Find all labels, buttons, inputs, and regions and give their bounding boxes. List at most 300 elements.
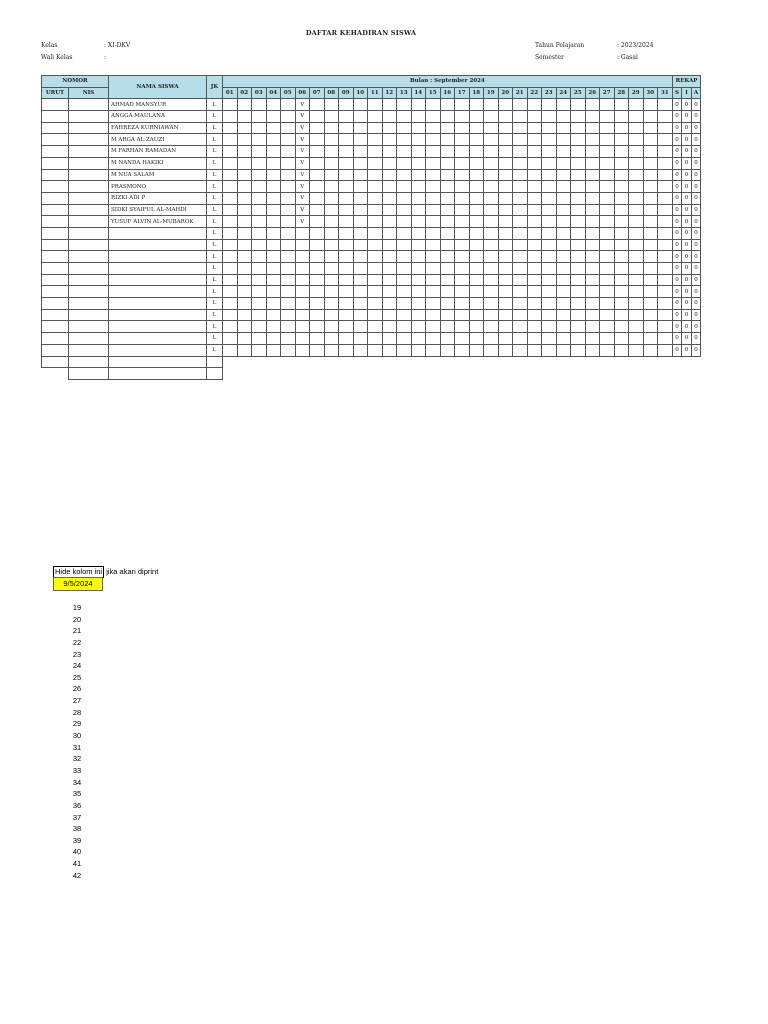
day-cell[interactable]	[440, 111, 455, 123]
day-cell[interactable]	[513, 169, 528, 181]
day-cell[interactable]	[397, 157, 412, 169]
day-cell[interactable]	[629, 134, 644, 146]
day-cell[interactable]	[397, 309, 412, 321]
day-cell[interactable]	[281, 239, 296, 251]
day-cell[interactable]	[426, 216, 441, 228]
day-cell[interactable]	[310, 204, 325, 216]
day-cell[interactable]	[643, 239, 658, 251]
day-cell[interactable]	[484, 111, 499, 123]
student-name-cell[interactable]: M ARGA AL ZAUZI	[109, 134, 207, 146]
day-cell[interactable]	[440, 251, 455, 263]
day-cell[interactable]	[426, 99, 441, 111]
day-cell[interactable]	[614, 251, 629, 263]
day-cell[interactable]	[643, 227, 658, 239]
nis-cell[interactable]	[69, 286, 109, 298]
day-cell[interactable]	[353, 99, 368, 111]
urut-cell[interactable]	[42, 274, 69, 286]
day-cell[interactable]	[484, 204, 499, 216]
day-cell[interactable]	[440, 181, 455, 193]
day-cell[interactable]	[411, 111, 426, 123]
day-cell[interactable]	[571, 333, 586, 345]
day-cell[interactable]	[411, 146, 426, 158]
day-cell[interactable]	[295, 309, 310, 321]
day-cell[interactable]	[484, 122, 499, 134]
day-cell[interactable]	[585, 239, 600, 251]
day-cell[interactable]	[527, 122, 542, 134]
day-cell[interactable]: V	[295, 122, 310, 134]
day-cell[interactable]	[527, 239, 542, 251]
day-cell[interactable]	[600, 99, 615, 111]
day-cell[interactable]	[339, 146, 354, 158]
day-cell[interactable]	[223, 216, 238, 228]
day-cell[interactable]	[614, 181, 629, 193]
day-cell[interactable]	[252, 263, 267, 275]
student-name-cell[interactable]: M NUA SALAM	[109, 169, 207, 181]
day-cell[interactable]	[266, 146, 281, 158]
day-cell[interactable]	[455, 157, 470, 169]
day-cell[interactable]	[426, 309, 441, 321]
day-cell[interactable]	[295, 321, 310, 333]
day-cell[interactable]	[426, 204, 441, 216]
day-cell[interactable]	[223, 239, 238, 251]
day-cell[interactable]	[556, 227, 571, 239]
urut-cell[interactable]	[42, 122, 69, 134]
day-cell[interactable]	[310, 321, 325, 333]
urut-cell[interactable]	[42, 157, 69, 169]
day-cell[interactable]	[527, 298, 542, 310]
urut-cell[interactable]	[42, 344, 69, 356]
day-cell[interactable]	[614, 286, 629, 298]
day-cell[interactable]	[629, 251, 644, 263]
day-cell[interactable]	[397, 169, 412, 181]
jk-cell[interactable]: L	[207, 263, 223, 275]
day-cell[interactable]	[237, 286, 252, 298]
day-cell[interactable]	[658, 321, 673, 333]
day-cell[interactable]	[455, 298, 470, 310]
day-cell[interactable]	[266, 309, 281, 321]
day-cell[interactable]	[339, 122, 354, 134]
day-cell[interactable]	[266, 321, 281, 333]
day-cell[interactable]	[658, 298, 673, 310]
day-cell[interactable]	[498, 263, 513, 275]
day-cell[interactable]	[324, 99, 339, 111]
day-cell[interactable]	[426, 146, 441, 158]
day-cell[interactable]	[658, 204, 673, 216]
jk-cell[interactable]: L	[207, 298, 223, 310]
day-cell[interactable]	[411, 309, 426, 321]
day-cell[interactable]	[237, 344, 252, 356]
day-cell[interactable]	[368, 99, 383, 111]
day-cell[interactable]	[658, 216, 673, 228]
day-cell[interactable]	[324, 122, 339, 134]
day-cell[interactable]	[498, 309, 513, 321]
day-cell[interactable]	[426, 239, 441, 251]
day-cell[interactable]: V	[295, 134, 310, 146]
day-cell[interactable]	[252, 146, 267, 158]
day-cell[interactable]	[455, 146, 470, 158]
day-cell[interactable]	[426, 111, 441, 123]
day-cell[interactable]	[237, 333, 252, 345]
student-name-cell[interactable]	[109, 344, 207, 356]
day-cell[interactable]	[397, 181, 412, 193]
day-cell[interactable]	[571, 227, 586, 239]
jk-cell[interactable]: L	[207, 227, 223, 239]
day-cell[interactable]	[629, 239, 644, 251]
day-cell[interactable]	[324, 227, 339, 239]
day-cell[interactable]	[484, 263, 499, 275]
day-cell[interactable]	[484, 216, 499, 228]
day-cell[interactable]	[426, 274, 441, 286]
day-cell[interactable]	[571, 134, 586, 146]
nis-cell[interactable]	[69, 192, 109, 204]
day-cell[interactable]	[252, 169, 267, 181]
day-cell[interactable]	[455, 344, 470, 356]
day-cell[interactable]	[629, 204, 644, 216]
day-cell[interactable]	[295, 227, 310, 239]
day-cell[interactable]	[324, 157, 339, 169]
day-cell[interactable]	[266, 227, 281, 239]
day-cell[interactable]	[513, 181, 528, 193]
day-cell[interactable]	[484, 99, 499, 111]
day-cell[interactable]	[223, 263, 238, 275]
day-cell[interactable]: V	[295, 169, 310, 181]
day-cell[interactable]	[629, 321, 644, 333]
day-cell[interactable]	[498, 344, 513, 356]
day-cell[interactable]	[324, 274, 339, 286]
student-name-cell[interactable]	[109, 227, 207, 239]
jk-cell[interactable]: L	[207, 204, 223, 216]
student-name-cell[interactable]: SIDKI SYAIFUL AL-MAHDI	[109, 204, 207, 216]
student-name-cell[interactable]: AHMAD MANSYUR	[109, 99, 207, 111]
day-cell[interactable]	[310, 157, 325, 169]
day-cell[interactable]	[513, 239, 528, 251]
day-cell[interactable]	[455, 321, 470, 333]
day-cell[interactable]	[223, 192, 238, 204]
day-cell[interactable]	[469, 227, 484, 239]
day-cell[interactable]	[571, 122, 586, 134]
day-cell[interactable]	[498, 216, 513, 228]
day-cell[interactable]	[585, 216, 600, 228]
day-cell[interactable]	[600, 146, 615, 158]
day-cell[interactable]: V	[295, 192, 310, 204]
day-cell[interactable]	[382, 344, 397, 356]
day-cell[interactable]	[324, 333, 339, 345]
day-cell[interactable]	[469, 251, 484, 263]
day-cell[interactable]	[455, 122, 470, 134]
student-name-cell[interactable]	[109, 368, 207, 380]
day-cell[interactable]	[397, 192, 412, 204]
day-cell[interactable]	[310, 251, 325, 263]
day-cell[interactable]	[455, 239, 470, 251]
urut-cell[interactable]	[42, 286, 69, 298]
urut-cell[interactable]	[42, 204, 69, 216]
day-cell[interactable]	[382, 321, 397, 333]
day-cell[interactable]	[614, 122, 629, 134]
day-cell[interactable]	[527, 227, 542, 239]
day-cell[interactable]	[513, 321, 528, 333]
day-cell[interactable]	[339, 192, 354, 204]
jk-cell[interactable]: L	[207, 192, 223, 204]
day-cell[interactable]	[281, 204, 296, 216]
day-cell[interactable]	[426, 134, 441, 146]
day-cell[interactable]	[585, 181, 600, 193]
day-cell[interactable]	[411, 181, 426, 193]
day-cell[interactable]	[223, 99, 238, 111]
day-cell[interactable]	[266, 204, 281, 216]
day-cell[interactable]	[237, 99, 252, 111]
day-cell[interactable]	[266, 99, 281, 111]
day-cell[interactable]	[382, 286, 397, 298]
day-cell[interactable]	[614, 274, 629, 286]
day-cell[interactable]	[614, 344, 629, 356]
day-cell[interactable]	[527, 146, 542, 158]
day-cell[interactable]	[469, 134, 484, 146]
day-cell[interactable]	[353, 298, 368, 310]
day-cell[interactable]	[629, 274, 644, 286]
day-cell[interactable]	[252, 216, 267, 228]
day-cell[interactable]	[643, 321, 658, 333]
day-cell[interactable]	[542, 309, 557, 321]
nis-cell[interactable]	[69, 134, 109, 146]
nis-cell[interactable]	[69, 356, 109, 368]
day-cell[interactable]	[556, 309, 571, 321]
day-cell[interactable]	[542, 204, 557, 216]
date-cell[interactable]: 9/5/2024	[53, 577, 103, 591]
day-cell[interactable]	[281, 122, 296, 134]
day-cell[interactable]	[542, 134, 557, 146]
day-cell[interactable]	[585, 263, 600, 275]
day-cell[interactable]	[368, 333, 383, 345]
day-cell[interactable]	[614, 298, 629, 310]
day-cell[interactable]	[281, 134, 296, 146]
day-cell[interactable]	[281, 192, 296, 204]
day-cell[interactable]	[484, 157, 499, 169]
day-cell[interactable]	[513, 263, 528, 275]
day-cell[interactable]	[440, 134, 455, 146]
day-cell[interactable]	[411, 333, 426, 345]
urut-cell[interactable]	[42, 181, 69, 193]
day-cell[interactable]	[368, 286, 383, 298]
day-cell[interactable]	[353, 181, 368, 193]
day-cell[interactable]	[382, 134, 397, 146]
day-cell[interactable]	[527, 333, 542, 345]
urut-cell[interactable]	[42, 263, 69, 275]
day-cell[interactable]	[281, 157, 296, 169]
day-cell[interactable]	[513, 146, 528, 158]
day-cell[interactable]	[440, 204, 455, 216]
day-cell[interactable]	[397, 134, 412, 146]
jk-cell[interactable]: L	[207, 309, 223, 321]
day-cell[interactable]	[527, 216, 542, 228]
day-cell[interactable]	[440, 239, 455, 251]
day-cell[interactable]	[527, 192, 542, 204]
day-cell[interactable]	[498, 298, 513, 310]
day-cell[interactable]	[339, 134, 354, 146]
day-cell[interactable]	[223, 134, 238, 146]
day-cell[interactable]	[542, 192, 557, 204]
day-cell[interactable]	[281, 309, 296, 321]
day-cell[interactable]	[397, 333, 412, 345]
day-cell[interactable]	[295, 344, 310, 356]
day-cell[interactable]	[266, 298, 281, 310]
day-cell[interactable]	[629, 146, 644, 158]
day-cell[interactable]	[455, 309, 470, 321]
day-cell[interactable]	[382, 274, 397, 286]
day-cell[interactable]	[382, 146, 397, 158]
day-cell[interactable]	[498, 99, 513, 111]
day-cell[interactable]	[266, 181, 281, 193]
day-cell[interactable]	[324, 298, 339, 310]
day-cell[interactable]	[614, 333, 629, 345]
urut-cell[interactable]	[42, 169, 69, 181]
day-cell[interactable]	[469, 99, 484, 111]
day-cell[interactable]	[527, 344, 542, 356]
day-cell[interactable]	[310, 333, 325, 345]
day-cell[interactable]	[658, 227, 673, 239]
day-cell[interactable]	[527, 181, 542, 193]
day-cell[interactable]	[658, 122, 673, 134]
day-cell[interactable]	[658, 157, 673, 169]
day-cell[interactable]	[643, 298, 658, 310]
day-cell[interactable]	[397, 204, 412, 216]
jk-cell[interactable]: L	[207, 111, 223, 123]
student-name-cell[interactable]	[109, 286, 207, 298]
day-cell[interactable]	[571, 344, 586, 356]
jk-cell[interactable]: L	[207, 274, 223, 286]
nis-cell[interactable]	[69, 169, 109, 181]
day-cell[interactable]	[382, 192, 397, 204]
urut-cell[interactable]	[42, 239, 69, 251]
day-cell[interactable]	[382, 169, 397, 181]
nis-cell[interactable]	[69, 239, 109, 251]
day-cell[interactable]	[281, 286, 296, 298]
day-cell[interactable]	[643, 263, 658, 275]
day-cell[interactable]	[643, 204, 658, 216]
day-cell[interactable]	[658, 134, 673, 146]
jk-cell[interactable]: L	[207, 239, 223, 251]
urut-cell[interactable]	[42, 356, 69, 368]
day-cell[interactable]	[411, 239, 426, 251]
day-cell[interactable]	[556, 344, 571, 356]
day-cell[interactable]	[571, 321, 586, 333]
day-cell[interactable]	[237, 321, 252, 333]
day-cell[interactable]	[266, 263, 281, 275]
day-cell[interactable]	[440, 309, 455, 321]
day-cell[interactable]	[498, 239, 513, 251]
day-cell[interactable]	[498, 321, 513, 333]
day-cell[interactable]	[223, 321, 238, 333]
day-cell[interactable]	[223, 274, 238, 286]
day-cell[interactable]	[469, 169, 484, 181]
day-cell[interactable]	[542, 227, 557, 239]
jk-cell[interactable]: L	[207, 169, 223, 181]
day-cell[interactable]	[629, 263, 644, 275]
day-cell[interactable]	[498, 227, 513, 239]
day-cell[interactable]	[527, 309, 542, 321]
day-cell[interactable]	[542, 286, 557, 298]
day-cell[interactable]: V	[295, 181, 310, 193]
day-cell[interactable]	[295, 251, 310, 263]
day-cell[interactable]	[310, 122, 325, 134]
day-cell[interactable]	[643, 309, 658, 321]
day-cell[interactable]	[353, 251, 368, 263]
day-cell[interactable]	[585, 286, 600, 298]
day-cell[interactable]	[252, 204, 267, 216]
day-cell[interactable]	[411, 169, 426, 181]
day-cell[interactable]	[440, 344, 455, 356]
day-cell[interactable]	[658, 263, 673, 275]
jk-cell[interactable]: L	[207, 344, 223, 356]
day-cell[interactable]	[643, 333, 658, 345]
day-cell[interactable]	[252, 192, 267, 204]
day-cell[interactable]	[223, 251, 238, 263]
day-cell[interactable]: V	[295, 204, 310, 216]
day-cell[interactable]	[411, 321, 426, 333]
day-cell[interactable]	[556, 181, 571, 193]
day-cell[interactable]	[527, 204, 542, 216]
day-cell[interactable]	[339, 286, 354, 298]
day-cell[interactable]	[223, 227, 238, 239]
day-cell[interactable]	[571, 181, 586, 193]
nis-cell[interactable]	[69, 274, 109, 286]
day-cell[interactable]	[585, 134, 600, 146]
day-cell[interactable]	[556, 286, 571, 298]
day-cell[interactable]	[266, 157, 281, 169]
urut-cell[interactable]	[42, 298, 69, 310]
nis-cell[interactable]	[69, 111, 109, 123]
day-cell[interactable]	[368, 111, 383, 123]
day-cell[interactable]	[368, 146, 383, 158]
day-cell[interactable]	[542, 263, 557, 275]
day-cell[interactable]	[556, 274, 571, 286]
day-cell[interactable]	[469, 122, 484, 134]
day-cell[interactable]	[252, 111, 267, 123]
day-cell[interactable]	[252, 157, 267, 169]
day-cell[interactable]	[252, 309, 267, 321]
day-cell[interactable]	[339, 344, 354, 356]
day-cell[interactable]	[600, 274, 615, 286]
day-cell[interactable]	[339, 263, 354, 275]
day-cell[interactable]	[440, 263, 455, 275]
day-cell[interactable]	[237, 298, 252, 310]
day-cell[interactable]	[281, 333, 296, 345]
student-name-cell[interactable]	[109, 356, 207, 368]
day-cell[interactable]	[643, 122, 658, 134]
day-cell[interactable]	[484, 169, 499, 181]
student-name-cell[interactable]	[109, 321, 207, 333]
day-cell[interactable]	[324, 239, 339, 251]
day-cell[interactable]	[339, 251, 354, 263]
day-cell[interactable]	[237, 146, 252, 158]
day-cell[interactable]	[600, 181, 615, 193]
jk-cell[interactable]	[207, 356, 223, 368]
day-cell[interactable]	[556, 298, 571, 310]
nis-cell[interactable]	[69, 227, 109, 239]
day-cell[interactable]	[382, 122, 397, 134]
day-cell[interactable]	[281, 99, 296, 111]
day-cell[interactable]	[484, 146, 499, 158]
day-cell[interactable]	[339, 298, 354, 310]
nis-cell[interactable]	[69, 122, 109, 134]
day-cell[interactable]	[252, 122, 267, 134]
day-cell[interactable]	[571, 263, 586, 275]
day-cell[interactable]	[571, 169, 586, 181]
nis-cell[interactable]	[69, 251, 109, 263]
day-cell[interactable]	[382, 239, 397, 251]
day-cell[interactable]	[368, 298, 383, 310]
urut-cell[interactable]	[42, 321, 69, 333]
day-cell[interactable]	[426, 122, 441, 134]
